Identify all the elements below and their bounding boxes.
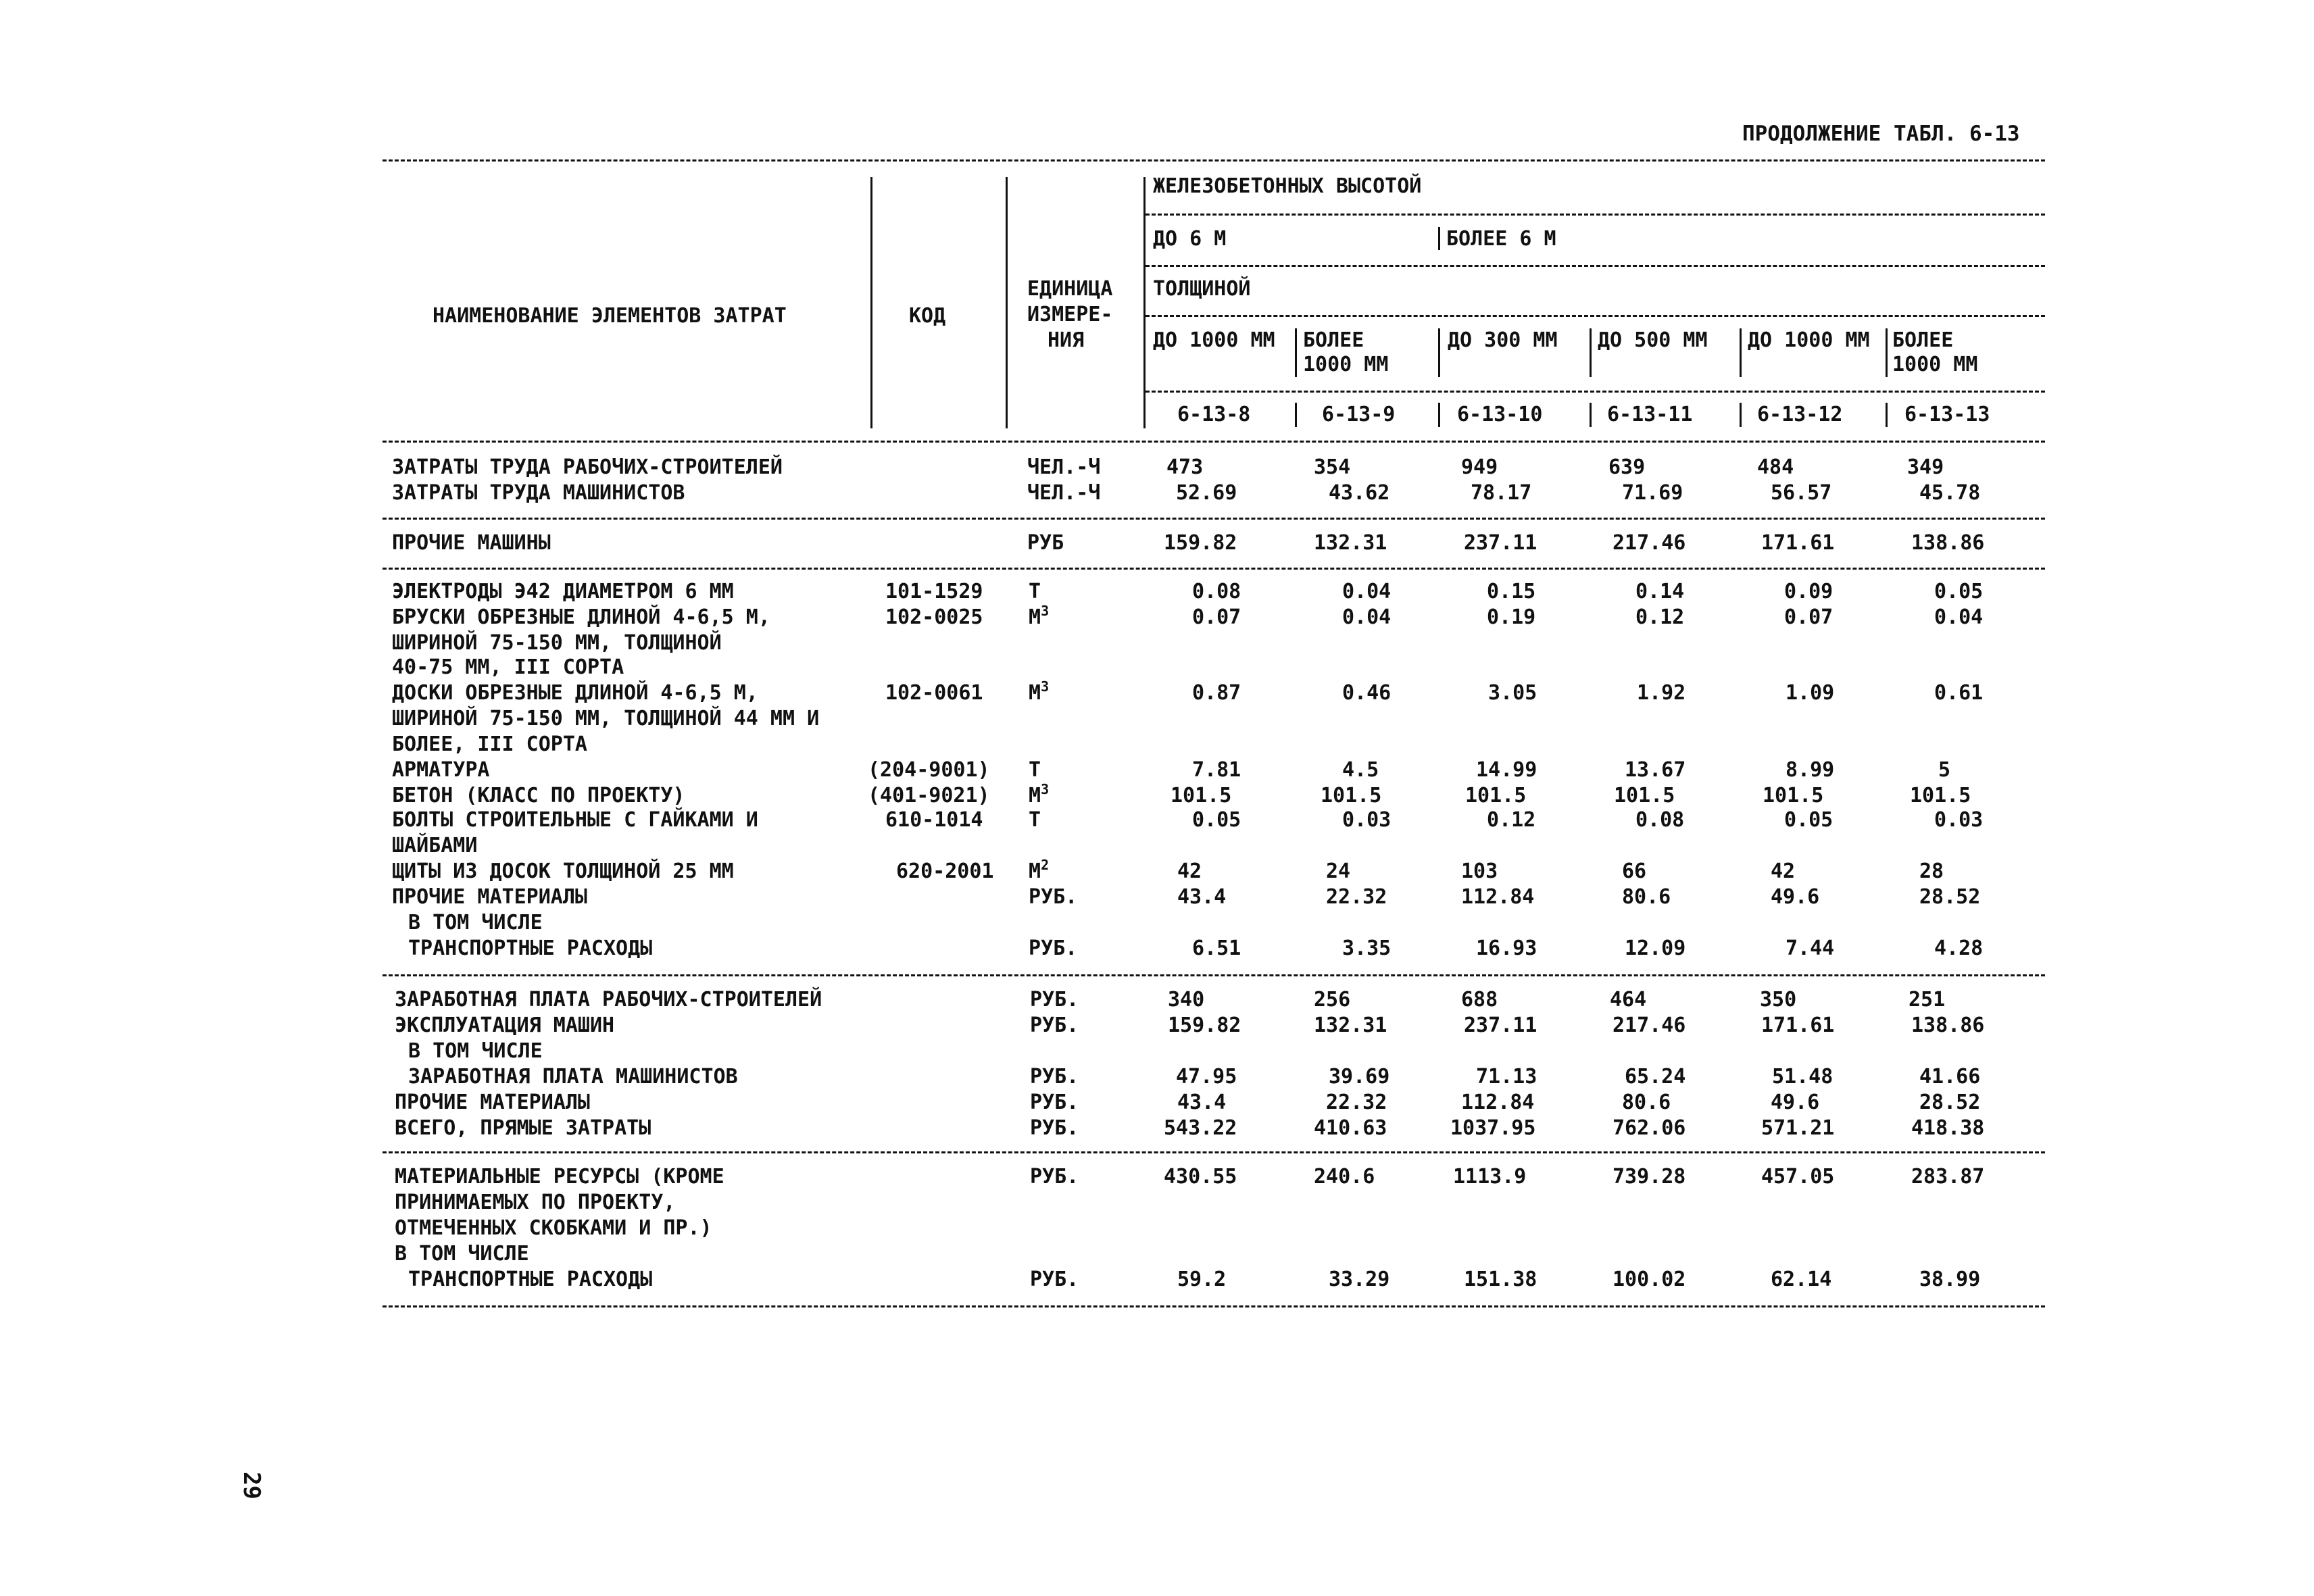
header-divider	[1295, 403, 1297, 427]
cell: 8.99	[1786, 758, 1835, 782]
cell: 16.93	[1476, 937, 1537, 960]
cell: 0.04	[1342, 580, 1392, 603]
header-divider	[870, 177, 872, 428]
cell: 101.5	[1614, 784, 1675, 807]
cell: 283.87	[1911, 1165, 1985, 1189]
cell: 52.69	[1176, 481, 1237, 505]
row-name: ЗАТРАТЫ ТРУДА РАБОЧИХ-СТРОИТЕЛЕЙ	[392, 455, 783, 479]
group-title: ЖЕЛЕЗОБЕТОННЫХ ВЫСОТОЙ	[1153, 174, 1422, 198]
cell: 49.6	[1771, 885, 1820, 909]
header-divider	[1295, 328, 1297, 377]
row-unit: РУБ.	[1030, 1091, 1079, 1114]
cell: 49.6	[1771, 1091, 1820, 1114]
cell: 473	[1166, 455, 1204, 479]
row-name: ШАЙБАМИ	[392, 834, 478, 857]
cell: 56.57	[1771, 481, 1832, 505]
norm-code: 6-13-10	[1457, 403, 1543, 426]
row-code: (401-9021)	[868, 784, 990, 807]
header-divider	[1006, 177, 1008, 428]
cell: 41.66	[1919, 1065, 1981, 1089]
cell: 0.07	[1192, 605, 1241, 629]
row-name: ПРОЧИЕ МАТЕРИАЛЫ	[395, 1091, 590, 1114]
row-unit: РУБ.	[1030, 988, 1079, 1012]
cell: 101.5	[1763, 784, 1824, 807]
row-name: ПРОЧИЕ МАШИНЫ	[392, 531, 551, 555]
header-divider	[1590, 328, 1592, 377]
cell: 112.84	[1461, 1091, 1535, 1114]
cell: 251	[1909, 988, 1946, 1012]
cell: 217.46	[1613, 531, 1686, 555]
cell: 80.6	[1622, 1091, 1671, 1114]
cell: 237.11	[1464, 531, 1537, 555]
section-rule	[383, 568, 2045, 570]
cell: 484	[1757, 455, 1794, 479]
row-code: 620-2001	[896, 859, 994, 883]
cell: 571.21	[1761, 1116, 1835, 1140]
cell: 1.92	[1637, 681, 1686, 705]
cell: 340	[1168, 988, 1205, 1012]
unit-text: М	[1029, 605, 1041, 629]
unit-col-header: ИЗМЕРЕ-	[1027, 303, 1113, 326]
norm-code: 6-13-12	[1757, 403, 1843, 426]
cell: 762.06	[1613, 1116, 1686, 1140]
cell: 13.67	[1625, 758, 1686, 782]
row-code: 101-1529	[885, 580, 983, 603]
cell: 237.11	[1464, 1014, 1537, 1037]
row-unit	[1029, 781, 1050, 809]
cell: 171.61	[1761, 531, 1835, 555]
cell: 349	[1907, 455, 1944, 479]
cell: 464	[1610, 988, 1647, 1012]
header-divider	[1438, 403, 1440, 427]
cell: 33.29	[1329, 1268, 1390, 1291]
cell: 739.28	[1613, 1165, 1686, 1189]
subcol-header: ДО 1000 ММ	[1748, 328, 1870, 352]
cell: 43.62	[1329, 481, 1390, 505]
row-name: ЗАТРАТЫ ТРУДА МАШИНИСТОВ	[392, 481, 685, 505]
row-code: 102-0025	[885, 605, 983, 629]
row-unit: РУБ.	[1030, 1165, 1079, 1189]
row-name: МАТЕРИАЛЬНЫЕ РЕСУРСЫ (КРОМЕ	[395, 1165, 724, 1189]
row-name: БОЛТЫ СТРОИТЕЛЬНЫЕ С ГАЙКАМИ И	[392, 808, 758, 832]
cell: 12.09	[1625, 937, 1686, 960]
cell: 949	[1461, 455, 1498, 479]
unit-col-header: ЕДИНИЦА	[1027, 277, 1113, 301]
row-name: ЩИТЫ ИЗ ДОСОК ТОЛЩИНОЙ 25 ММ	[392, 859, 734, 883]
cell: 0.12	[1635, 605, 1685, 629]
cell: 0.05	[1192, 808, 1241, 832]
row-name: ЭКСПЛУАТАЦИЯ МАШИН	[395, 1014, 615, 1037]
cell: 45.78	[1919, 481, 1981, 505]
row-name: ЗАРАБОТНАЯ ПЛАТА РАБОЧИХ-СТРОИТЕЛЕЙ	[395, 988, 822, 1012]
header-rule	[1146, 391, 2045, 393]
cell: 0.05	[1784, 808, 1833, 832]
cell: 103	[1461, 859, 1498, 883]
unit-superscript: 3	[1041, 781, 1050, 797]
cell: 0.09	[1784, 580, 1833, 603]
subcol-header: ДО 300 ММ	[1448, 328, 1558, 352]
cell: 101.5	[1171, 784, 1232, 807]
cell: 0.04	[1934, 605, 1984, 629]
row-name: ШИРИНОЙ 75-150 ММ, ТОЛЩИНОЙ 44 ММ И	[392, 707, 820, 730]
cell: 101.5	[1321, 784, 1382, 807]
cell: 71.13	[1476, 1065, 1537, 1089]
header-divider	[1438, 227, 1440, 250]
cell: 28	[1919, 859, 1944, 883]
thickness-label: ТОЛЩИНОЙ	[1153, 277, 1251, 301]
cell: 159.82	[1164, 531, 1237, 555]
cell: 100.02	[1613, 1268, 1686, 1291]
cell: 0.19	[1487, 605, 1536, 629]
cell: 256	[1314, 988, 1351, 1012]
code-col-header: КОД	[909, 304, 946, 328]
unit-superscript: 2	[1041, 857, 1050, 873]
cell: 0.12	[1487, 808, 1536, 832]
row-name: АРМАТУРА	[392, 758, 490, 782]
row-unit: РУБ.	[1030, 1116, 1079, 1140]
cell: 171.61	[1761, 1014, 1835, 1037]
row-unit: РУБ.	[1029, 885, 1078, 909]
row-code: (204-9001)	[868, 758, 990, 782]
cell: 1037.95	[1450, 1116, 1536, 1140]
cell: 14.99	[1476, 758, 1537, 782]
cell: 7.44	[1786, 937, 1835, 960]
row-code: 610-1014	[885, 808, 983, 832]
row-unit: РУБ.	[1029, 937, 1078, 960]
cell: 0.87	[1192, 681, 1241, 705]
row-unit	[1029, 859, 1049, 885]
row-unit	[1029, 605, 1049, 631]
cell: 39.69	[1329, 1065, 1390, 1089]
cell: 1.09	[1786, 681, 1835, 705]
cell: 0.04	[1342, 605, 1392, 629]
cell: 66	[1622, 859, 1647, 883]
height-gt6: БОЛЕЕ 6 М	[1446, 227, 1556, 251]
cell: 65.24	[1625, 1065, 1686, 1089]
row-code: 102-0061	[885, 681, 983, 705]
subcol-header: ДО 1000 ММ	[1153, 328, 1275, 352]
cell: 112.84	[1461, 885, 1535, 909]
row-unit: Т	[1029, 580, 1041, 603]
row-unit: Т	[1029, 758, 1041, 782]
cell: 0.07	[1784, 605, 1833, 629]
cell: 132.31	[1314, 531, 1387, 555]
cell: 0.05	[1934, 580, 1984, 603]
top-rule	[383, 159, 2045, 161]
row-unit: ЧЕЛ.-Ч	[1027, 455, 1101, 479]
bottom-rule	[383, 1305, 2045, 1307]
subcol-header: БОЛЕЕ	[1303, 328, 1364, 352]
continuation-label: ПРОДОЛЖЕНИЕ ТАБЛ. 6-13	[1742, 122, 2020, 146]
row-unit: РУБ.	[1030, 1065, 1079, 1089]
cell: 217.46	[1613, 1014, 1686, 1037]
cell: 240.6	[1314, 1165, 1375, 1189]
cell: 51.48	[1772, 1065, 1833, 1089]
cell: 28.52	[1919, 1091, 1981, 1114]
subcol-header: 1000 ММ	[1892, 353, 1978, 376]
header-divider	[1886, 328, 1888, 377]
unit-col-header: НИЯ	[1048, 328, 1085, 352]
header-divider	[1740, 403, 1742, 427]
cell: 42	[1177, 859, 1202, 883]
row-unit: РУБ.	[1030, 1268, 1079, 1291]
name-col-header: НАИМЕНОВАНИЕ ЭЛЕМЕНТОВ ЗАТРАТ	[433, 304, 787, 328]
cell: 38.99	[1919, 1268, 1981, 1291]
header-divider	[1590, 403, 1592, 427]
unit-text: М	[1029, 681, 1041, 705]
row-name: ПРОЧИЕ МАТЕРИАЛЫ	[392, 885, 587, 909]
row-name: БРУСКИ ОБРЕЗНЫЕ ДЛИНОЙ 4-6,5 М,	[392, 605, 770, 629]
cell: 138.86	[1911, 1014, 1985, 1037]
cell: 62.14	[1771, 1268, 1832, 1291]
unit-text: М	[1029, 784, 1041, 807]
cell: 418.38	[1911, 1116, 1985, 1140]
cell: 4.28	[1934, 937, 1984, 960]
cell: 71.69	[1622, 481, 1683, 505]
cell: 24	[1326, 859, 1351, 883]
header-divider	[1438, 328, 1440, 377]
cell: 59.2	[1177, 1268, 1227, 1291]
row-name: БОЛЕЕ, III СОРТА	[392, 732, 587, 756]
subcol-header: ДО 500 ММ	[1598, 328, 1708, 352]
row-name: ШИРИНОЙ 75-150 ММ, ТОЛЩИНОЙ	[392, 631, 722, 655]
header-bottom-rule	[383, 441, 2045, 443]
cell: 0.15	[1487, 580, 1536, 603]
row-name: В ТОМ ЧИСЛЕ	[395, 1242, 529, 1266]
cell: 43.4	[1177, 1091, 1227, 1114]
header-rule	[1146, 214, 2045, 216]
cell: 101.5	[1910, 784, 1971, 807]
cell: 0.14	[1635, 580, 1685, 603]
cell: 42	[1771, 859, 1796, 883]
cell: 5	[1938, 758, 1951, 782]
section-rule	[383, 1151, 2045, 1153]
row-name: БЕТОН (КЛАСС ПО ПРОЕКТУ)	[392, 784, 685, 807]
cell: 457.05	[1761, 1165, 1835, 1189]
unit-superscript: 3	[1041, 678, 1050, 695]
cell: 132.31	[1314, 1014, 1387, 1037]
unit-superscript: 3	[1041, 603, 1050, 619]
norm-code: 6-13-8	[1177, 403, 1251, 426]
cell: 47.95	[1176, 1065, 1237, 1089]
cell: 354	[1314, 455, 1351, 479]
row-name: ПРИНИМАЕМЫХ ПО ПРОЕКТУ,	[395, 1191, 676, 1214]
cell: 0.08	[1635, 808, 1685, 832]
row-unit: РУБ.	[1030, 1014, 1079, 1037]
cell: 22.32	[1326, 885, 1387, 909]
cell: 151.38	[1464, 1268, 1537, 1291]
cell: 22.32	[1326, 1091, 1387, 1114]
cell: 159.82	[1168, 1014, 1241, 1037]
cell: 43.4	[1177, 885, 1227, 909]
cell: 410.63	[1314, 1116, 1387, 1140]
cell: 543.22	[1164, 1116, 1237, 1140]
cell: 688	[1461, 988, 1498, 1012]
cell: 101.5	[1465, 784, 1527, 807]
subcol-header: БОЛЕЕ	[1892, 328, 1954, 352]
cell: 78.17	[1471, 481, 1532, 505]
cell: 6.51	[1192, 937, 1241, 960]
row-name: ВСЕГО, ПРЯМЫЕ ЗАТРАТЫ	[395, 1116, 651, 1140]
cell: 0.03	[1934, 808, 1984, 832]
cell: 350	[1760, 988, 1797, 1012]
row-name: ЗАРАБОТНАЯ ПЛАТА МАШИНИСТОВ	[408, 1065, 738, 1089]
cell: 639	[1608, 455, 1646, 479]
header-rule	[1146, 315, 2045, 317]
row-name: ДОСКИ ОБРЕЗНЫЕ ДЛИНОЙ 4-6,5 М,	[392, 681, 758, 705]
cell: 3.05	[1488, 681, 1537, 705]
page-number: 29	[238, 1472, 265, 1499]
cell: 430.55	[1164, 1165, 1237, 1189]
row-name: 40-75 ММ, III СОРТА	[392, 655, 624, 679]
cell: 0.03	[1342, 808, 1392, 832]
row-name: ОТМЕЧЕННЫХ СКОБКАМИ И ПР.)	[395, 1216, 712, 1240]
section-rule	[383, 518, 2045, 520]
cell: 1113.9	[1453, 1165, 1527, 1189]
header-divider	[1740, 328, 1742, 377]
norm-code: 6-13-9	[1322, 403, 1396, 426]
row-unit	[1029, 678, 1050, 707]
row-name: ТРАНСПОРТНЫЕ РАСХОДЫ	[408, 937, 653, 960]
unit-text: М	[1029, 859, 1041, 883]
cell: 4.5	[1342, 758, 1379, 782]
norm-code: 6-13-11	[1607, 403, 1693, 426]
row-name: ЭЛЕКТРОДЫ Э42 ДИАМЕТРОМ 6 ММ	[392, 580, 734, 603]
subcol-header: 1000 ММ	[1303, 353, 1389, 376]
header-divider	[1886, 403, 1888, 427]
cell: 138.86	[1911, 531, 1985, 555]
row-name: В ТОМ ЧИСЛЕ	[408, 1039, 543, 1063]
cell: 3.35	[1342, 937, 1392, 960]
header-rule	[1146, 265, 2045, 267]
cell: 0.46	[1342, 681, 1392, 705]
cell: 0.08	[1192, 580, 1241, 603]
norm-code: 6-13-13	[1904, 403, 1990, 426]
cell: 80.6	[1622, 885, 1671, 909]
row-unit: ЧЕЛ.-Ч	[1027, 481, 1101, 505]
row-unit: Т	[1029, 808, 1041, 832]
section-rule	[383, 974, 2045, 976]
cell: 28.52	[1919, 885, 1981, 909]
row-name: ТРАНСПОРТНЫЕ РАСХОДЫ	[408, 1268, 653, 1291]
row-unit: РУБ	[1027, 531, 1064, 555]
cell: 0.61	[1934, 681, 1984, 705]
row-name: В ТОМ ЧИСЛЕ	[408, 911, 543, 934]
height-le6: ДО 6 М	[1153, 227, 1227, 251]
cell: 7.81	[1192, 758, 1241, 782]
